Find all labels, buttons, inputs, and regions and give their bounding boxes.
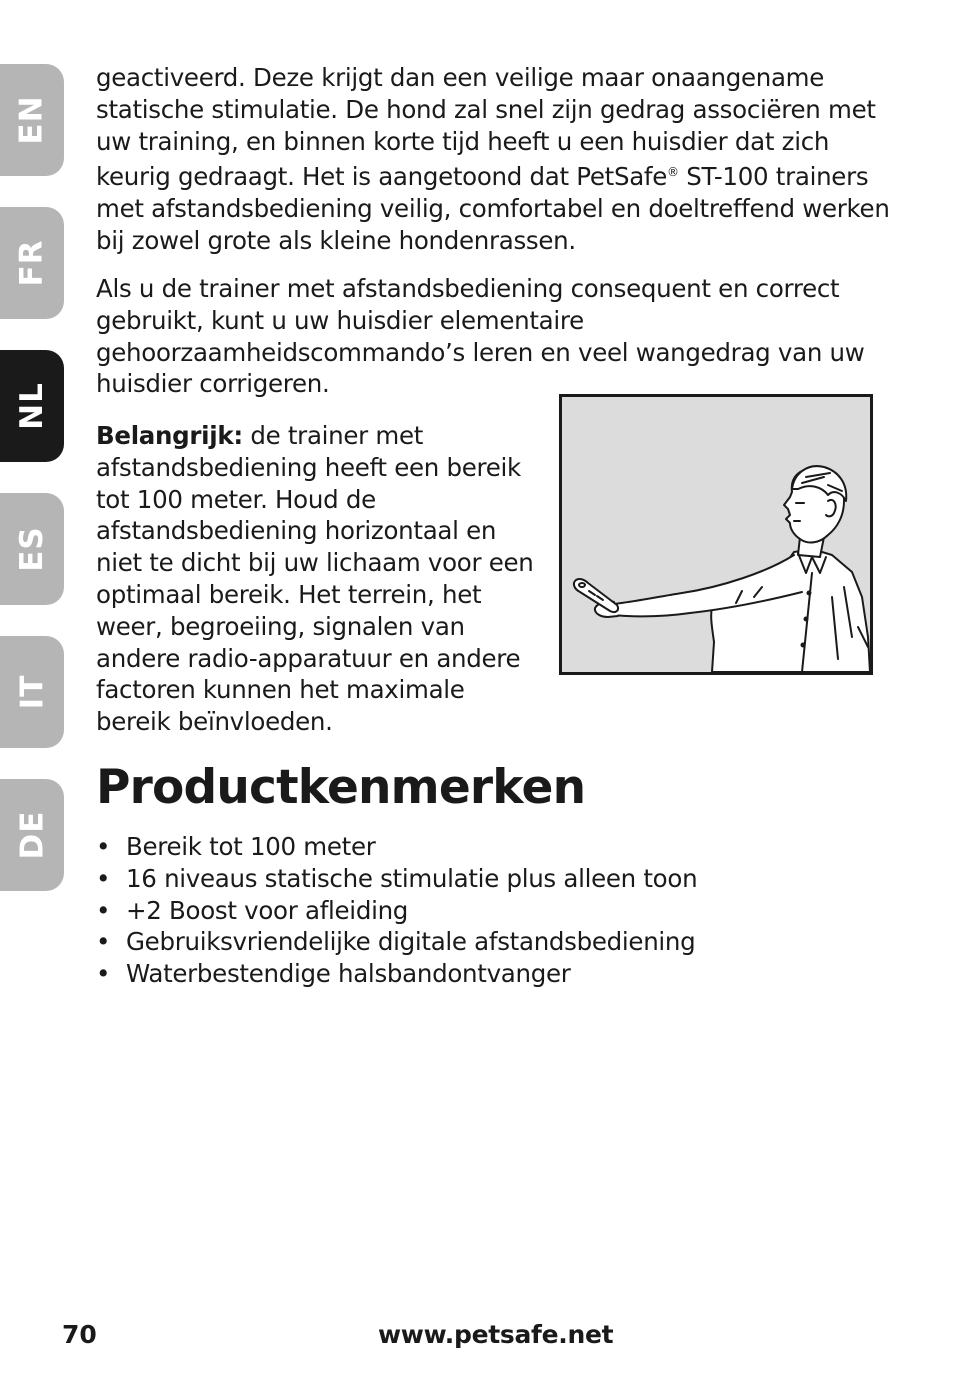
intro-paragraph [96, 62, 896, 257]
language-tab-label: IT [14, 674, 50, 710]
intro-text-end: ST-100 trainers met afstandsbediening veilig, comfortabel en doeltreffend werken bij zowel grote als kleine hondenrassen. [96, 162, 890, 256]
features-list [96, 831, 697, 990]
language-tab-en[interactable] [0, 64, 64, 176]
man-with-remote-drawing [562, 397, 870, 672]
important-label: Belangrijk: [96, 421, 243, 450]
list-item: • 16 niveaus statische stimulatie plus alleen toon [96, 863, 697, 895]
page-number: 70 [62, 1320, 97, 1349]
language-tab-it[interactable] [0, 636, 64, 748]
language-tab-label: ES [13, 526, 50, 572]
language-tab-nl[interactable] [0, 350, 64, 462]
language-tab-label: EN [14, 95, 50, 145]
language-tab-es[interactable] [0, 493, 64, 605]
language-tab-label: FR [13, 239, 50, 287]
language-tab-de[interactable] [0, 779, 64, 891]
list-item: • Gebruiksvriendelijke digitale afstandsbediening [96, 926, 697, 958]
footer-url-link[interactable]: www.petsafe.net [378, 1320, 614, 1349]
features-heading: Productkenmerken [96, 760, 586, 815]
language-tab-label: DE [13, 810, 50, 860]
important-text: de trainer met afstandsbediening heeft een bereik tot 100 meter. Houd de afstandsbediening horizontaal en niet te dicht bij uw lichaam voor een optimaal bereik. Het terrein, het weer, begroeiing, signalen van andere radio-apparatuur en andere factoren kunnen het maximale bereik beïnvloeden. [96, 421, 534, 737]
list-item: • +2 Boost voor afleiding [96, 895, 697, 927]
list-item: • Bereik tot 100 meter [96, 831, 697, 863]
registered-mark: ® [667, 165, 679, 180]
language-tab-label: NL [13, 382, 50, 430]
intro-text-start: geactiveerd. Deze krijgt dan een veilige maar onaangename statische stimulatie. De hond zal snel zijn gedrag associëren met uw training, en binnen korte tijd heeft u een huisdier dat zich keurig gedraagt. Het is aangetoond dat PetSafe [96, 63, 876, 192]
list-item: • Waterbestendige halsbandontvanger [96, 958, 697, 990]
important-paragraph [96, 420, 536, 738]
illustration-man-with-remote [559, 394, 873, 675]
language-tab-fr[interactable] [0, 207, 64, 319]
usage-paragraph: Als u de trainer met afstandsbediening consequent en correct gebruikt, kunt u uw huisdier elementaire gehoorzaamheidscommando’s leren en veel wangedrag van uw huisdier corrigeren. [96, 274, 865, 399]
